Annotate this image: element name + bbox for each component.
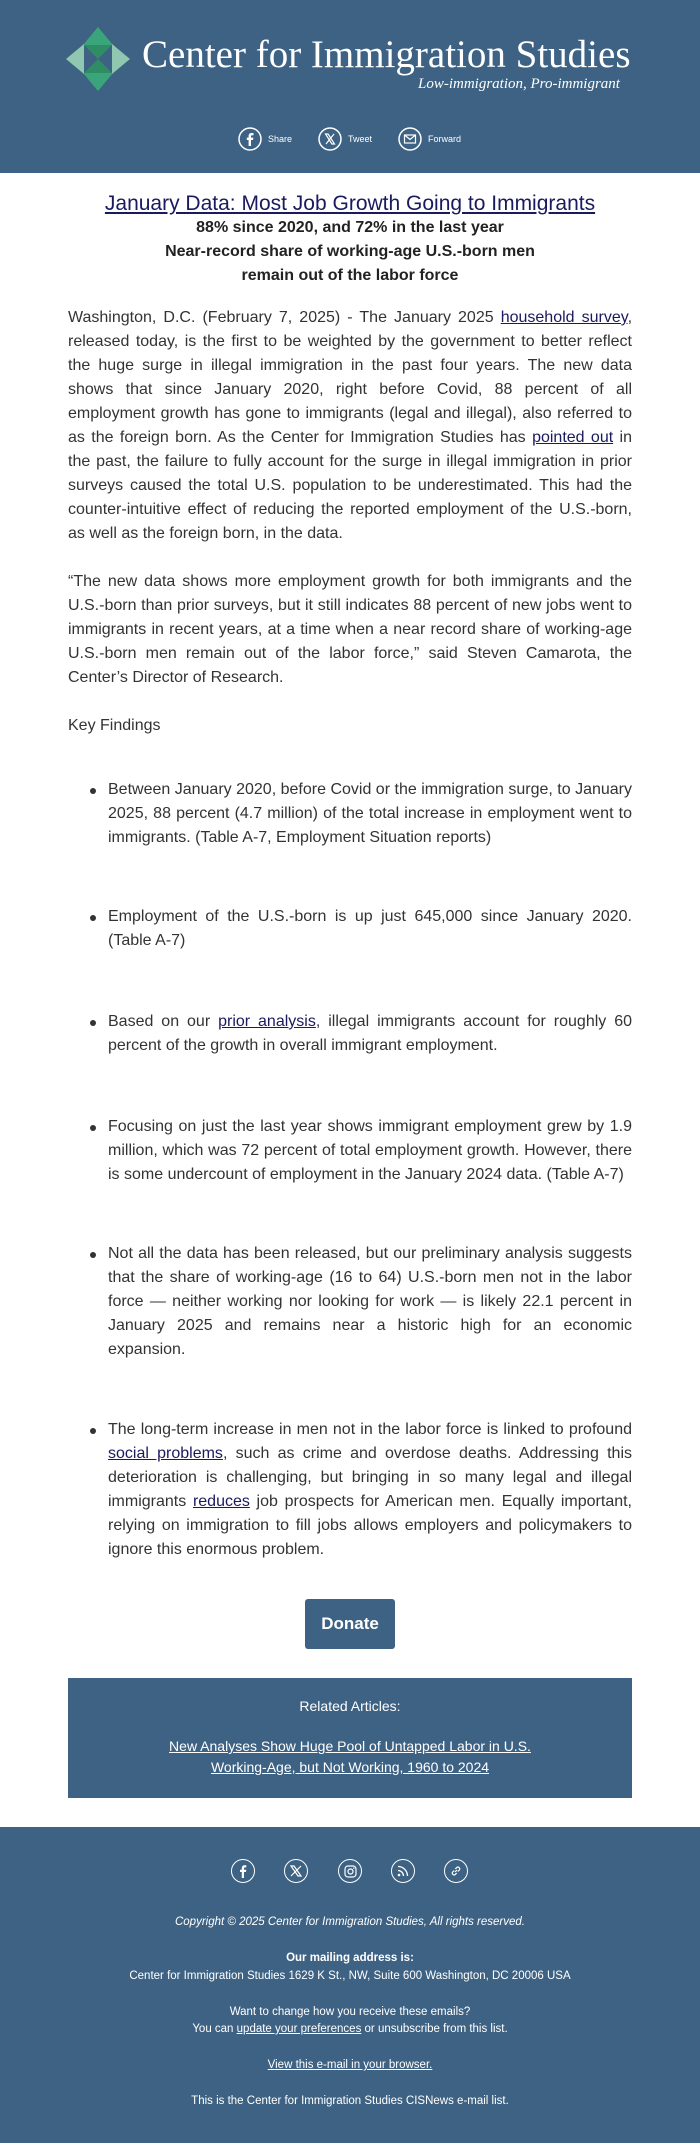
forward-button[interactable]	[398, 126, 461, 152]
finding-text: job prospects for American men. Equally important, relying on immigration to fill jobs allows employers and policymakers to ignore this enormous problem.	[108, 1493, 632, 1558]
link-icon[interactable]	[444, 1859, 468, 1883]
article-title-link[interactable]: January Data: Most Job Growth Going to Immigrants	[104, 192, 596, 215]
instagram-icon[interactable]	[338, 1859, 362, 1883]
prior-analysis-link[interactable]: prior analysis	[218, 1013, 316, 1030]
copyright	[0, 1916, 700, 1928]
finding-text: Based on our	[108, 1013, 219, 1030]
bullet-icon	[90, 788, 96, 794]
org-tagline: Low-immigration, Pro-immigrant	[418, 76, 620, 92]
facebook-icon	[238, 127, 262, 151]
view-in-browser-link[interactable]: View this e-mail in your browser.	[267, 2059, 433, 2071]
x-icon[interactable]	[284, 1859, 308, 1883]
tweet-label: Tweet	[348, 134, 373, 144]
bullet-icon	[90, 1125, 96, 1131]
view-in-browser	[0, 2059, 700, 2071]
forward-label: Forward	[428, 134, 462, 144]
rss-icon[interactable]	[391, 1859, 415, 1883]
bullet-icon	[90, 1252, 96, 1258]
key-findings-heading: Key Findings	[68, 717, 161, 734]
cis-logo-icon	[64, 25, 132, 93]
social-problems-link[interactable]: social problems	[108, 1445, 223, 1462]
bullet-icon	[90, 1020, 96, 1026]
list-item	[108, 1242, 632, 1362]
update-preferences-link[interactable]: update your preferences	[236, 2023, 362, 2035]
org-name: Center for Immigration Studies	[142, 33, 631, 76]
related-article-link[interactable]: New Analyses Show Huge Pool of Untapped Labor in U.S.	[169, 1738, 531, 1754]
finding-text: Not all the data has been released, but our preliminary analysis suggests that the share of working-age (16 to 64) U.S.-born men not in the labor force — neither working nor looking for work — is likely 22.1 percent in January 2025 and remains near a historic high for an economic expansion.	[108, 1245, 632, 1358]
household-survey-link[interactable]: household survey	[500, 309, 628, 326]
share-button[interactable]	[238, 126, 292, 152]
finding-text: , illegal immigrants account for roughly 60 percent of the growth in overall immigrant employment.	[108, 1013, 633, 1054]
reduces-link[interactable]: reduces	[192, 1493, 250, 1510]
intro-text: , released today, is the first to be weighted by the government to better reflect the huge surge in illegal immigration in the past four years. The new data shows that since January 2020, right before Covid, 88 percent of all employment growth has gone to immigrants (legal and illegal), also referred to as the foreign born. As the Center for Immigration Studies has	[68, 309, 633, 446]
list-item	[108, 1115, 632, 1187]
header-banner	[0, 0, 700, 173]
finding-text: , such as crime and overdose deaths. Addressing this deterioration is challenging, but bringing in so many legal and illegal immigrants	[108, 1445, 633, 1510]
preferences-line	[0, 2023, 700, 2035]
intro-text: in the past, the failure to fully account for the surge in illegal immigration in prior surveys caused the total U.S. population to be underestimated. This had the counter-intuitive effect of reducing the reported employment of the U.S.-born, as well as the foreign born, in the data.	[68, 429, 632, 542]
copyright-org: Center for Immigration Studies, All rights reserved.	[267, 1916, 525, 1928]
subtitle-line: Near-record share of working-age U.S.-born men	[165, 243, 535, 260]
intro-text: Washington, D.C. (February 7, 2025) - The January 2025	[68, 309, 501, 326]
bullet-icon	[90, 915, 96, 921]
list-note: This is the Center for Immigration Studies CISNews e-mail list.	[191, 2095, 509, 2107]
pointed-out-link[interactable]: pointed out	[532, 429, 614, 446]
mailing-address: Center for Immigration Studies 1629 K St., NW, Suite 600 Washington, DC 20006 USA	[129, 1970, 571, 1982]
finding-text: Employment of the U.S.-born is up just 645,000 since January 2020. (Table A-7)	[108, 908, 632, 949]
subtitle-line: remain out of the labor force	[241, 267, 459, 284]
preferences-prefix: You can	[192, 2023, 237, 2035]
quote-paragraph: “The new data shows more employment growth for both immigrants and the U.S.-born than prior surveys, but it still indicates 88 percent of new jobs went to immigrants in recent years, at a time when a near record share of working-age U.S.-born men remain out of the labor force,” said Steven Camarota, the Center’s Director of Research.	[68, 573, 632, 686]
x-icon	[318, 127, 342, 151]
facebook-icon[interactable]	[231, 1859, 255, 1883]
donate-button[interactable]: Donate	[305, 1599, 395, 1649]
related-heading: Related Articles:	[299, 1698, 401, 1714]
change-question: Want to change how you receive these emails?	[229, 2006, 471, 2018]
list-item	[108, 778, 632, 850]
tweet-button[interactable]	[318, 126, 372, 152]
subtitle-line: 88% since 2020, and 72% in the last year	[196, 219, 504, 236]
preferences-suffix: or unsubscribe from this list.	[361, 2023, 508, 2035]
list-item	[108, 1418, 632, 1562]
finding-text: The long-term increase in men not in the labor force is linked to profound	[108, 1421, 632, 1438]
footer	[0, 1827, 700, 2143]
list-item	[108, 905, 632, 953]
share-label: Share	[268, 134, 293, 144]
finding-text: Focusing on just the last year shows immigrant employment grew by 1.9 million, which was 72 percent of total employment growth. However, there is some undercount of employment in the January 2024 data. (Table A-7)	[108, 1118, 632, 1183]
related-articles-box	[68, 1678, 632, 1798]
list-item	[108, 1010, 632, 1058]
intro-paragraph	[68, 306, 632, 546]
mailing-heading: Our mailing address is:	[286, 1952, 414, 1964]
envelope-icon	[398, 127, 422, 151]
finding-text: Between January 2020, before Covid or the immigration surge, to January 2025, 88 percent (4.7 million) of the total increase in employment went to immigrants. (Table A-7, Employment Situation reports)	[108, 781, 632, 846]
copyright-prefix: Copyright © 2025	[174, 1916, 268, 1928]
related-article-link[interactable]: Working-Age, but Not Working, 1960 to 2024	[210, 1759, 490, 1775]
bullet-icon	[90, 1428, 96, 1434]
